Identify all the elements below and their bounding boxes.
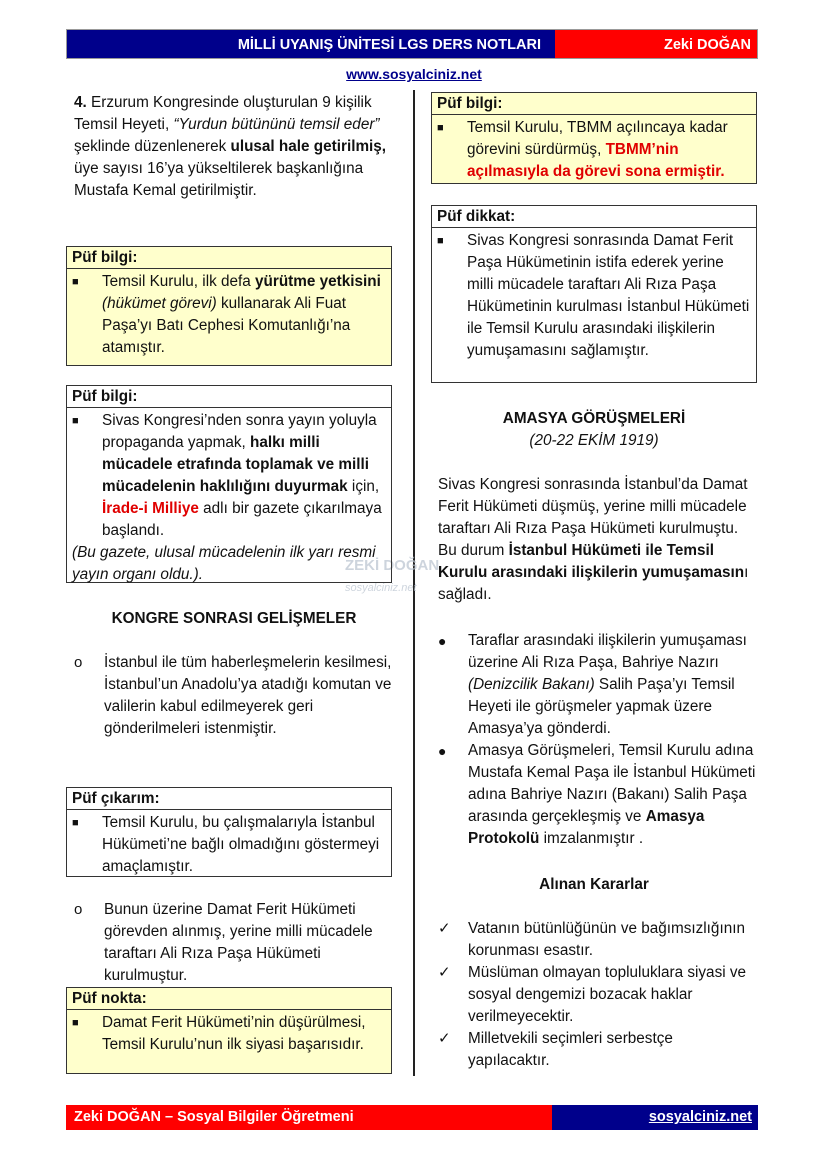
tip-title: Püf bilgi: — [67, 247, 391, 269]
text-run: ı sağladı. — [438, 564, 749, 603]
text-run: (hükümet görevi) — [102, 295, 217, 312]
text-run: Temsil Kurulu, ilk defa — [102, 273, 256, 290]
tip-box-bilgi-2 — [66, 385, 392, 583]
text-run: “Yurdun bütününü temsil eder” — [173, 116, 380, 133]
list-item: o İstanbul ile tüm haberleşmelerin kesilmesi, İstanbul’un Anadolu’ya atadığı komutan ve valilerin kabul edilmeyerek geri gönderilmeleri istenmiştir. — [74, 652, 394, 740]
text-run: Sivas Kongresi sonrasında Damat Ferit Paşa Hükümetinin istifa ederek yerine milli mücadele taraftarı Ali Rıza Paşa Hükümetinin kurulması İstanbul Hükümeti ile Temsil Kurulu arasındaki ilişkilerin yumuşamasını sağlamıştır. — [467, 232, 750, 359]
text-run: adlı bir gazete çıkarılmaya başlandı. — [102, 500, 382, 539]
dot-bullet-icon: ● — [438, 743, 447, 759]
tip-box-nokta — [66, 987, 392, 1074]
tip-text — [102, 271, 387, 359]
list-item: ✓ Milletvekili seçimleri serbestçe yapılacaktır. — [438, 1028, 758, 1072]
square-bullet-icon: ■ — [437, 235, 444, 247]
list-item — [438, 630, 758, 740]
tip-box-bilgi-right — [431, 92, 757, 184]
text-run: Temsil Kurulu, bu çalışmalarıyla İstanbul Hükümeti’ne bağlı olmadığını göstermeyi amaçlamıştır. — [102, 814, 380, 875]
footer-site-link[interactable]: sosyalciniz.net — [552, 1105, 758, 1130]
square-bullet-icon: ■ — [72, 817, 79, 829]
text-run: Taraflar arasındaki ilişkilerin yumuşaması üzerine Ali Rıza Paşa, Bahriye Nazırı — [468, 632, 747, 671]
paragraph-4 — [74, 92, 394, 202]
text-run: Temsil Kurulu, TBMM açılıncaya kadar görevini sürdürmüş, — [467, 119, 728, 158]
text-run: şeklinde düzenlenerek — [74, 138, 231, 155]
square-bullet-icon: ■ — [72, 276, 79, 288]
decisions-list — [438, 918, 758, 1072]
text-run: için, — [347, 478, 380, 495]
text-run: 4. — [74, 94, 92, 111]
text-run: İrade-i Milliye — [102, 500, 199, 517]
tip-note: (Bu gazete, ulusal mücadelenin ilk yarı resmi yayın organı oldu.). — [72, 544, 376, 583]
tip-text — [467, 230, 752, 362]
square-bullet-icon: ■ — [72, 1017, 79, 1029]
tip-text — [102, 812, 387, 878]
tip-title: Püf bilgi: — [67, 386, 391, 408]
watermark-site: sosyalciniz.net — [345, 582, 417, 594]
tip-box-cikarim — [66, 787, 392, 877]
square-bullet-icon: ■ — [437, 122, 444, 134]
circle-bullet-icon: o — [74, 901, 83, 918]
dot-bullet-icon: ● — [438, 633, 447, 649]
subheading: Alınan Kararlar — [539, 876, 649, 893]
check-icon: ✓ — [438, 964, 451, 981]
header-bar — [66, 29, 758, 59]
tip-box-dikkat — [431, 205, 757, 383]
header-author: Zeki DOĞAN — [555, 30, 757, 58]
watermark-name: ZEKİ DOĞAN — [345, 557, 440, 574]
list-item — [438, 740, 758, 850]
tip-title: Püf nokta: — [67, 988, 391, 1010]
text-run: üye sayısı 16’ya yükseltilerek başkanlığına Mustafa Kemal getirilmiştir. — [74, 160, 364, 199]
tip-title: Püf dikkat: — [432, 206, 756, 228]
square-bullet-icon: ■ — [72, 415, 79, 427]
text-run: Sivas Kongresi sonrasında İstanbul’da Damat Ferit Hükümeti düşmüş, yerine milli mücadele taraftarı Ali Rıza Paşa Hükümeti kurulmuştu. Bu durum — [438, 476, 748, 559]
footer-author: Zeki DOĞAN – Sosyal Bilgiler Öğretmeni — [66, 1105, 552, 1130]
text-run: kullanarak Ali Fuat Paşa’yı Batı Cephesi Komutanlığı’na atamıştır. — [102, 295, 351, 356]
text-run: Sivas Kongresi’nden sonra yayın yoluyla propaganda yapmak, — [102, 412, 377, 451]
header-title: MİLLİ UYANIŞ ÜNİTESİ LGS DERS NOTLARI — [67, 30, 555, 58]
text-run: Damat Ferit Hükümeti’nin düşürülmesi, Temsil Kurulu’nun ilk siyasi başarısıdır. — [102, 1014, 366, 1053]
text-run: (Denizcilik Bakanı) — [468, 676, 595, 693]
text-run: TBMM’nin açılmasıyla da görevi sona ermiştir. — [467, 141, 725, 180]
tip-title: Püf bilgi: — [432, 93, 756, 115]
tip-title: Püf çıkarım: — [67, 788, 391, 810]
text-run: yürütme yetkisini — [255, 273, 381, 290]
tip-box-bilgi-1 — [66, 246, 392, 366]
tip-text — [467, 117, 752, 183]
check-icon: ✓ — [438, 920, 451, 937]
text-run: Amasya Protokolü — [468, 808, 705, 847]
text-run: ulusal hale getirilmiş, — [230, 138, 387, 155]
list-item: o Bunun üzerine Damat Ferit Hükümeti görevden alınmış, yerine milli mücadele taraftarı Ali Rıza Paşa Hükümeti kurulmuştur. — [74, 899, 394, 987]
list-item: ✓ Müslüman olmayan topluluklara siyasi ve sosyal dengemizi bozacak haklar verilmeyecektir. — [438, 962, 758, 1028]
check-icon: ✓ — [438, 1030, 451, 1047]
list-item: ✓ Vatanın bütünlüğünün ve bağımsızlığının korunması esastır. — [438, 918, 758, 962]
text-run: Amasya Görüşmeleri, Temsil Kurulu adına Mustafa Kemal Paşa ile İstanbul Hükümeti adına Bahriye Nazırı (Bakanı) Salih Paşa arasında gerçekleşmiş ve — [468, 742, 756, 825]
circle-bullet-icon: o — [74, 654, 83, 671]
text-run: halkı milli mücadele etrafında toplamak ve milli mücadelenin haklılığını duyurmak — [102, 434, 369, 495]
section-heading: AMASYA GÖRÜŞMELERİ — [502, 410, 686, 427]
footer-bar — [66, 1105, 758, 1130]
site-link[interactable]: www.sosyalciniz.net — [346, 66, 482, 82]
tip-text — [102, 1012, 387, 1056]
section-heading: KONGRE SONRASI GELİŞMELER — [111, 610, 357, 627]
tip-text — [102, 410, 387, 542]
text-run: Erzurum Kongresinde oluşturulan 9 kişilik Temsil Heyeti, — [74, 94, 372, 133]
text-run: İstanbul Hükümeti ile Temsil Kurulu arasındaki ilişkilerin yumuşamasın — [438, 542, 745, 581]
paragraph — [438, 474, 758, 606]
text-run: Salih Paşa’yı Temsil Heyeti ile görüşmeler yapmak üzere Amasya’ya gönderdi. — [468, 676, 735, 737]
text-run: imzalanmıştır . — [539, 830, 644, 847]
section-date: (20-22 EKİM 1919) — [529, 432, 659, 449]
